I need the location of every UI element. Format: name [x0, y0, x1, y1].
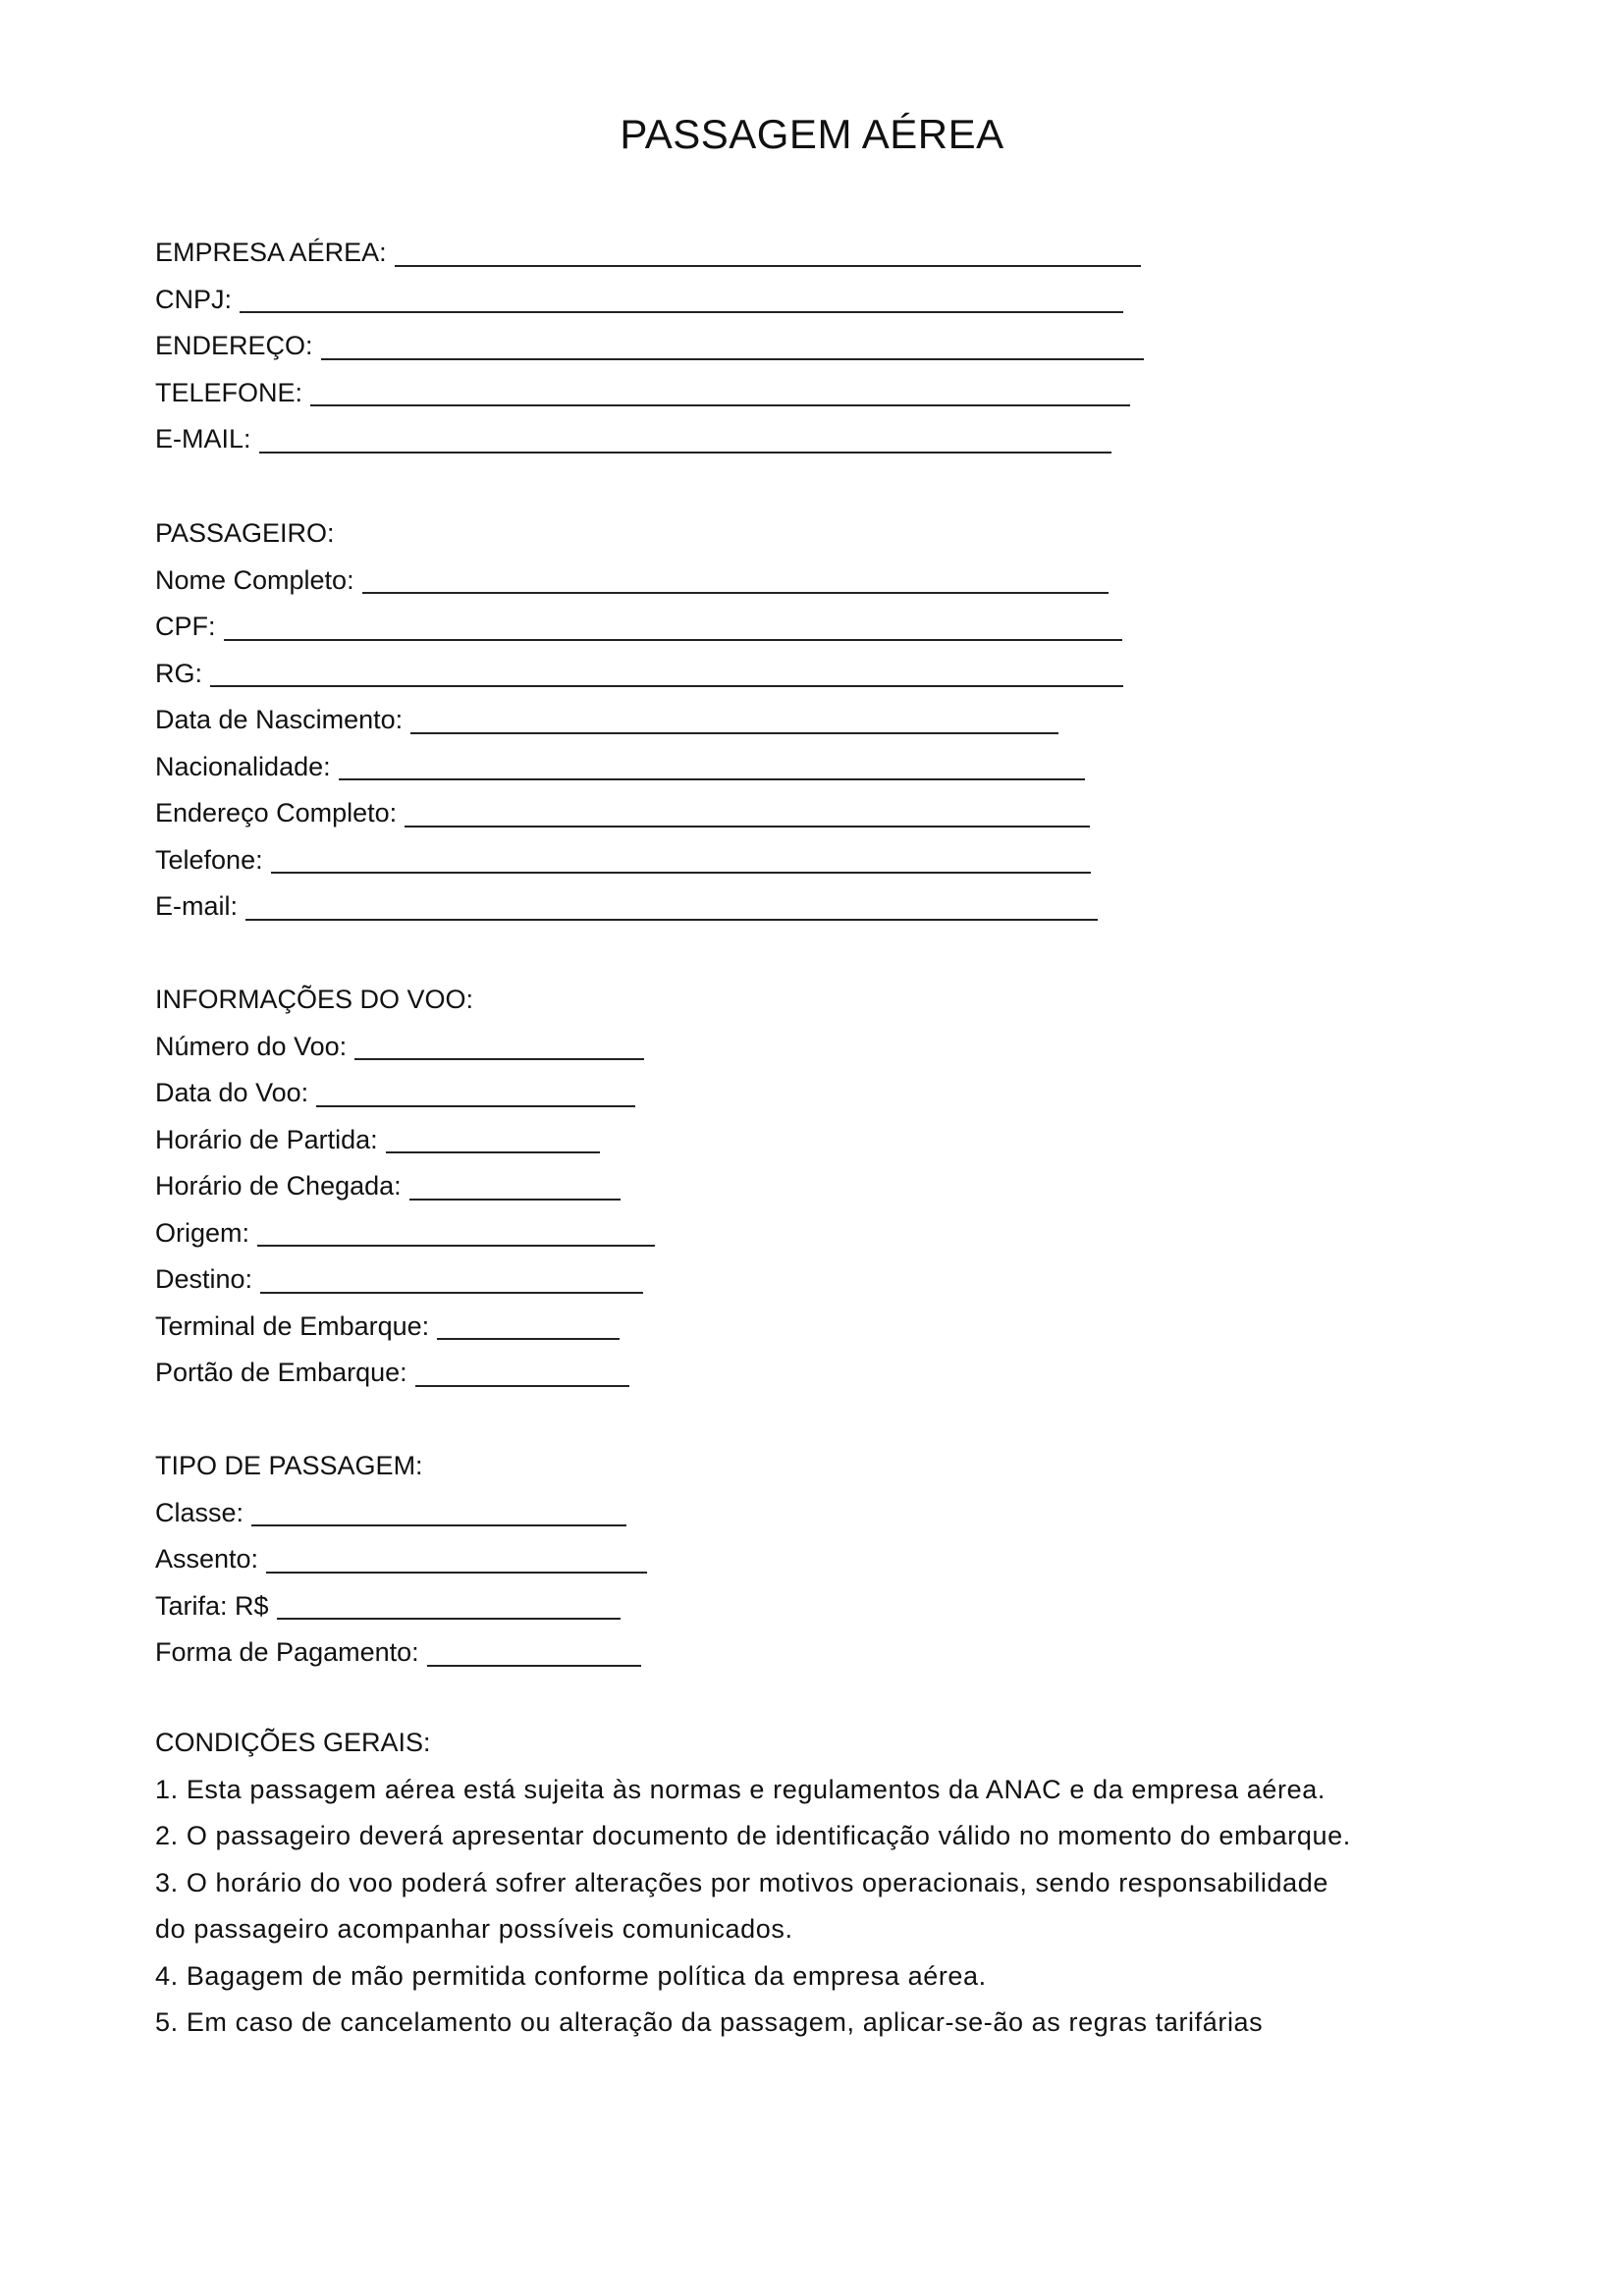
field-label: RG: — [155, 658, 203, 688]
field-label: Portão de Embarque: — [155, 1358, 407, 1388]
full-name-row — [155, 558, 1123, 605]
arrival-time-row — [155, 1163, 655, 1210]
rg-row — [155, 651, 1123, 698]
field-label: Tarifa: R$ — [155, 1590, 269, 1621]
boarding-gate-row — [155, 1350, 655, 1397]
birth-date-row — [155, 697, 1123, 744]
company-name-line[interactable] — [395, 240, 1141, 267]
field-label: Origem: — [155, 1217, 250, 1248]
field-label: CNPJ: — [155, 284, 233, 314]
company-address-row — [155, 323, 1144, 370]
company-email-line[interactable] — [259, 426, 1111, 454]
cpf-line[interactable] — [224, 614, 1122, 641]
nationality-row — [155, 744, 1123, 791]
field-label: Nome Completo: — [155, 564, 354, 595]
condition-line: 1. Esta passagem aérea está sujeita às normas e regulamentos da ANAC e da empresa aérea. — [155, 1774, 1326, 1804]
field-label: EMPRESA AÉREA: — [155, 238, 387, 268]
flight-number-row — [155, 1024, 655, 1071]
company-phone-line[interactable] — [310, 379, 1130, 406]
field-label: Terminal de Embarque: — [155, 1310, 430, 1341]
birth-date-line[interactable] — [410, 707, 1058, 734]
field-label: E-MAIL: — [155, 424, 251, 454]
class-row — [155, 1490, 647, 1537]
condition-line: 4. Bagagem de mão permitida conforme política da empresa aérea. — [155, 1960, 987, 1991]
boarding-terminal-line[interactable] — [437, 1312, 620, 1340]
passenger-section — [155, 510, 1123, 931]
fare-row — [155, 1583, 647, 1630]
section-heading: PASSAGEIRO: — [155, 518, 335, 549]
company-email-row — [155, 416, 1144, 463]
cpf-row — [155, 604, 1123, 651]
company-section — [155, 230, 1144, 463]
seat-line[interactable] — [266, 1546, 647, 1574]
email-row — [155, 883, 1123, 931]
conditions-section — [155, 1720, 1351, 2047]
boarding-terminal-row — [155, 1304, 655, 1351]
field-label: E-mail: — [155, 891, 239, 922]
field-label: Destino: — [155, 1264, 253, 1295]
ticket-section — [155, 1443, 647, 1677]
company-name-row — [155, 230, 1144, 277]
origin-row — [155, 1210, 655, 1257]
full-address-row — [155, 790, 1123, 837]
field-label: Endereço Completo: — [155, 798, 398, 828]
field-label: Classe: — [155, 1497, 244, 1527]
fare-line[interactable] — [277, 1592, 621, 1620]
flight-number-line[interactable] — [354, 1033, 644, 1060]
origin-line[interactable] — [257, 1219, 655, 1247]
company-address-line[interactable] — [321, 333, 1144, 360]
condition-line: 5. Em caso de cancelamento ou alteração da passagem, aplicar-se-ão as regras tarifárias — [155, 2007, 1264, 2038]
field-label: Forma de Pagamento: — [155, 1637, 419, 1668]
field-label: Data de Nascimento: — [155, 705, 404, 735]
field-label: CPF: — [155, 612, 216, 642]
field-label: Horário de Partida: — [155, 1124, 378, 1154]
company-phone-row — [155, 370, 1144, 417]
class-line[interactable] — [251, 1499, 626, 1526]
condition-line: do passageiro acompanhar possíveis comunicados. — [155, 1914, 793, 1945]
field-label: ENDEREÇO: — [155, 331, 313, 361]
email-line[interactable] — [245, 893, 1098, 921]
full-name-line[interactable] — [362, 566, 1109, 594]
field-label: Telefone: — [155, 844, 263, 875]
condition-line: 3. O horário do voo poderá sofrer alterações por motivos operacionais, sendo responsabilidade — [155, 1867, 1328, 1897]
destination-row — [155, 1256, 655, 1304]
payment-method-row — [155, 1629, 647, 1677]
cnpj-line[interactable] — [240, 286, 1123, 313]
payment-method-line[interactable] — [427, 1639, 641, 1667]
departure-time-row — [155, 1117, 655, 1164]
field-label: TELEFONE: — [155, 377, 303, 407]
section-heading: INFORMAÇÕES DO VOO: — [155, 985, 474, 1015]
nationality-line[interactable] — [339, 753, 1085, 780]
departure-time-line[interactable] — [386, 1126, 600, 1153]
field-label: Nacionalidade: — [155, 751, 331, 781]
rg-line[interactable] — [210, 660, 1123, 687]
flight-date-line[interactable] — [316, 1080, 635, 1107]
section-heading: TIPO DE PASSAGEM: — [155, 1451, 423, 1481]
phone-row — [155, 837, 1123, 884]
phone-line[interactable] — [271, 846, 1091, 874]
field-label: Horário de Chegada: — [155, 1171, 402, 1201]
flight-date-row — [155, 1070, 655, 1117]
cnpj-row — [155, 277, 1144, 324]
boarding-gate-line[interactable] — [415, 1360, 629, 1387]
destination-line[interactable] — [260, 1266, 643, 1294]
flight-section — [155, 977, 655, 1397]
field-label: Número do Voo: — [155, 1031, 348, 1061]
arrival-time-line[interactable] — [409, 1173, 621, 1201]
full-address-line[interactable] — [405, 800, 1090, 828]
page-title: PASSAGEM AÉREA — [620, 111, 1004, 157]
field-label: Assento: — [155, 1544, 259, 1575]
section-heading: CONDIÇÕES GERAIS: — [155, 1728, 431, 1758]
seat-row — [155, 1536, 647, 1583]
condition-line: 2. O passageiro deverá apresentar documento de identificação válido no momento do embarque. — [155, 1821, 1351, 1851]
field-label: Data do Voo: — [155, 1078, 309, 1108]
